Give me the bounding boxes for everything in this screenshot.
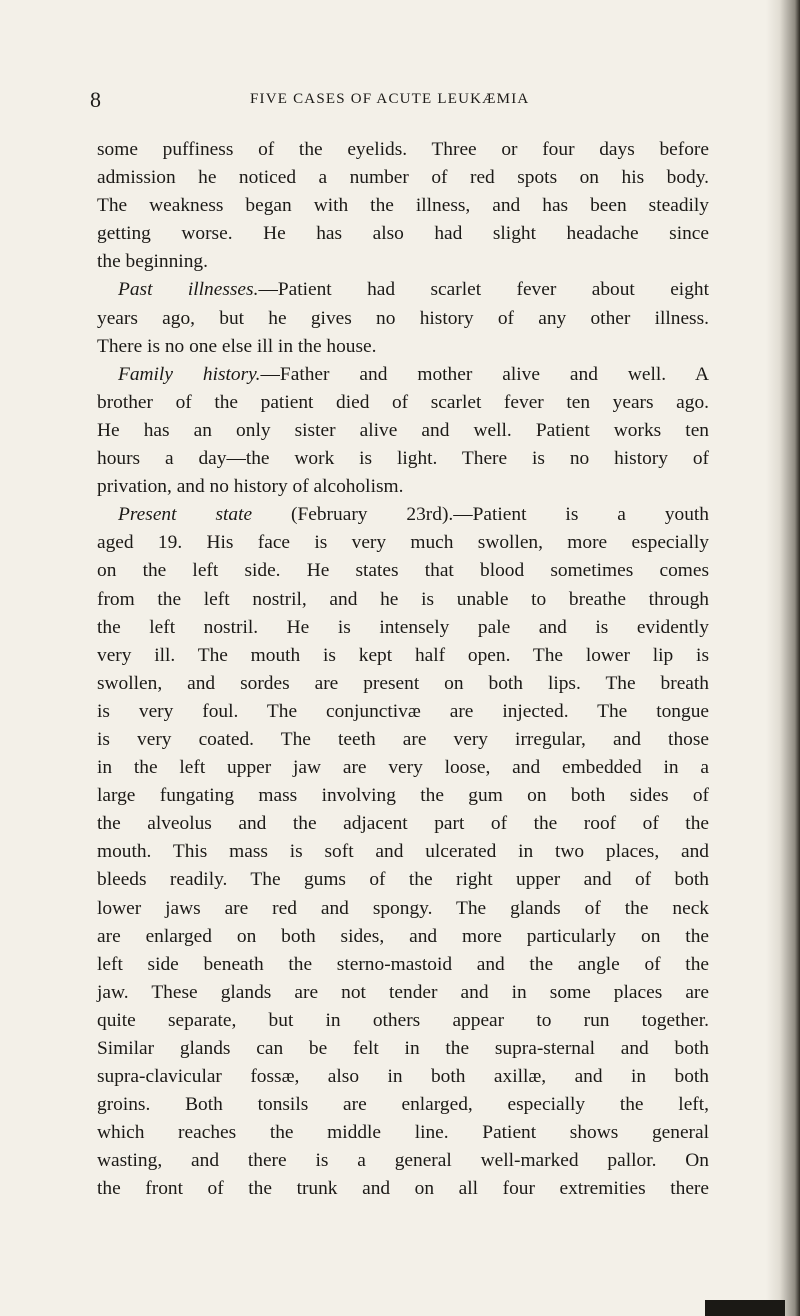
body-text xyxy=(97,136,709,1204)
text-line: some puffiness of the eyelids. Three or four days before xyxy=(97,139,709,160)
text-line: very ill. The mouth is kept half open. The lower lip is xyxy=(97,644,709,666)
text-line: getting worse. He has also had slight headache since xyxy=(97,223,709,245)
text-line: from the left nostril, and he is unable to breathe through xyxy=(97,588,709,610)
text-line: left side beneath the sterno-mastoid and the angle of the xyxy=(97,953,709,975)
running-head: FIVE CASES OF ACUTE LEUKÆMIA xyxy=(250,91,530,107)
page-edge-shadow xyxy=(766,0,800,1316)
text-line: Similar glands can be felt in the supra-sternal and both xyxy=(97,1038,709,1059)
text-line xyxy=(97,501,709,529)
text-line: groins. Both tonsils are enlarged, especially the left, xyxy=(97,1094,709,1116)
text-line: in the left upper jaw are very loose, and embedded in a xyxy=(97,757,709,779)
page-header xyxy=(90,87,710,111)
text-line: is very foul. The conjunctivæ are injected. The tongue xyxy=(97,700,709,722)
text-line: jaw. These glands are not tender and in some places are xyxy=(97,981,709,1003)
text-line: the alveolus and the adjacent part of the roof of the xyxy=(97,813,709,835)
text-line: hours a day—the work is light. There is no history of xyxy=(97,448,709,470)
text-line: supra-clavicular fossæ, also in both axillæ, and in both xyxy=(97,1066,709,1088)
section-heading-past-illnesses: Past illnesses. xyxy=(118,279,259,301)
text-line: swollen, and sordes are present on both lips. The breath xyxy=(97,672,709,694)
text-span: —Father and mother alive and well. A xyxy=(260,363,709,385)
text-line: aged 19. His face is very much swollen, more especially xyxy=(97,532,709,554)
text-line: which reaches the middle line. Patient shows general xyxy=(97,1122,709,1144)
text-span: —Patient had scarlet fever about eight xyxy=(258,279,709,301)
text-line: There is no one else ill in the house. xyxy=(97,335,377,357)
section-heading-present-state: Present state xyxy=(118,504,253,526)
text-line: brother of the patient died of scarlet fever ten years ago. xyxy=(97,391,709,413)
section-heading-family-history: Family history. xyxy=(118,363,261,385)
text-line: privation, and no history of alcoholism. xyxy=(97,476,404,498)
text-line: the left nostril. He is intensely pale and is evidently xyxy=(97,616,709,638)
text-line: on the left side. He states that blood sometimes comes xyxy=(97,560,709,582)
text-line: are enlarged on both sides, and more particularly on the xyxy=(97,925,709,947)
text-span: (February 23rd).—Patient is a youth xyxy=(252,504,710,526)
page-number: 8 xyxy=(90,87,101,112)
page-edge-bar xyxy=(705,1300,785,1316)
text-line xyxy=(97,361,709,389)
text-line: is very coated. The teeth are very irregular, and those xyxy=(97,728,709,750)
text-line: the front of the trunk and on all four extremities there xyxy=(97,1178,709,1200)
text-line xyxy=(97,276,709,304)
text-line: years ago, but he gives no history of any other illness. xyxy=(97,307,709,329)
text-line: the beginning. xyxy=(97,251,208,273)
text-line: The weakness began with the illness, and has been steadily xyxy=(97,195,709,217)
text-line: mouth. This mass is soft and ulcerated in two places, and xyxy=(97,841,709,863)
text-line: bleeds readily. The gums of the right upper and of both xyxy=(97,869,709,891)
text-line: quite separate, but in others appear to run together. xyxy=(97,1009,709,1031)
text-line: large fungating mass involving the gum on both sides of xyxy=(97,785,709,807)
text-line: admission he noticed a number of red spots on his body. xyxy=(97,167,709,189)
text-line: lower jaws are red and spongy. The glands of the neck xyxy=(97,897,709,919)
text-line: wasting, and there is a general well-marked pallor. On xyxy=(97,1150,709,1172)
text-line: He has an only sister alive and well. Patient works ten xyxy=(97,419,709,441)
